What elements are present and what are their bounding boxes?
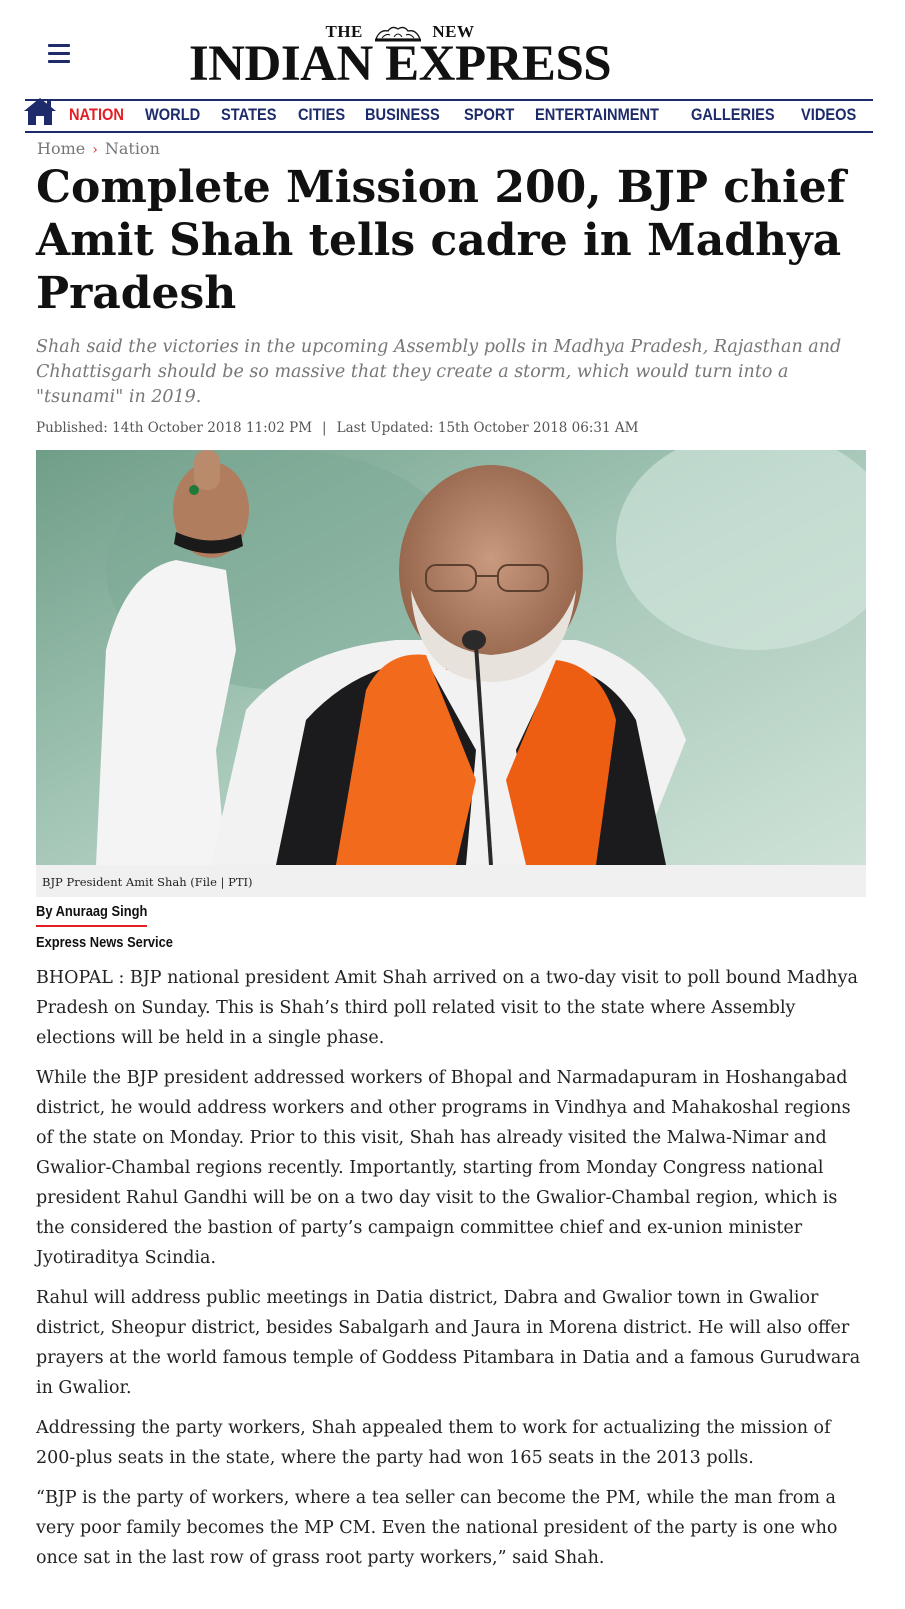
breadcrumb-section[interactable]: Nation — [104, 139, 160, 158]
photo-caption-bar — [36, 865, 866, 897]
breadcrumb — [37, 139, 160, 158]
photo-caption: BJP President Amit Shah (File | PTI) — [42, 875, 253, 889]
site-header — [0, 0, 905, 100]
nav-item-world[interactable]: WORLD — [145, 105, 201, 124]
logo-wordmark: INDIAN EXPRESS — [188, 36, 612, 93]
main-nav — [25, 99, 873, 133]
article-title: Complete Mission 200, BJP chief Amit Shah tells cadre in Madhya Pradesh — [36, 162, 846, 319]
breadcrumb-home[interactable]: Home — [37, 139, 86, 158]
article-paragraph: “BJP is the party of workers, where a tea seller can become the PM, while the man from a very poor family becomes the MP CM. Even the national president of the party is one who once sat in the last row of grass root party workers,” said Shah. — [36, 1488, 838, 1568]
nav-item-videos[interactable]: VIDEOS — [800, 105, 856, 124]
breadcrumb-separator: › — [92, 142, 98, 158]
nav-item-galleries[interactable]: GALLERIES — [691, 105, 775, 124]
article-paragraph: Rahul will address public meetings in Datia district, Dabra and Gwalior town in Gwalior district, Sheopur district, besides Sabalgarh and Jaura in Morena district. He will also offer prayers at the world famous temple of Goddess Pitambara in Datia and a famous Gurudwara in Gwalior. — [36, 1288, 861, 1398]
article-paragraph: While the BJP president addressed workers of Bhopal and Narmadapuram in Hoshangabad district, he would address workers and other programs in Vindhya and Mahakoshal regions of the state on Monday. Prior to this visit, Shah has already visited the Malwa-Nimar and Gwalior-Chambal regions recently. Importantly, starting from Monday Congress national president Rahul Gandhi will be on a two day visit to the Gwalior-Chambal region, which is the considered the bastion of party’s campaign committee chief and ex-union minister Jyotiraditya Scindia. — [36, 1068, 851, 1268]
nav-items — [69, 105, 865, 125]
photo-illustration — [36, 450, 866, 865]
nav-item-cities[interactable]: CITIES — [298, 105, 346, 124]
publish-info — [36, 420, 638, 436]
article-summary: Shah said the victories in the upcoming Assembly polls in Madhya Pradesh, Rajasthan and Chhattisgarh should be so massive that they create a storm, which would turn into a "tsunami" in 2019. — [36, 337, 842, 407]
published-date: Published: 14th October 2018 11:02 PM — [36, 420, 313, 436]
site-logo[interactable] — [160, 22, 640, 93]
home-icon[interactable] — [22, 95, 58, 127]
hamburger-icon[interactable] — [48, 44, 70, 62]
nav-item-sport[interactable]: SPORT — [464, 105, 515, 124]
article-photo[interactable] — [36, 450, 866, 865]
article-body — [36, 963, 868, 1583]
news-service: Express News Service — [36, 934, 173, 951]
nav-item-business[interactable]: BUSINESS — [365, 105, 440, 124]
author-byline[interactable]: By Anuraag Singh — [36, 903, 147, 927]
nav-item-nation[interactable]: NATION — [69, 105, 124, 124]
article-paragraph: Addressing the party workers, Shah appealed them to work for actualizing the mission of 200-plus seats in the state, where the party had won 165 seats in the 2013 polls. — [36, 1418, 831, 1468]
article-paragraph: BHOPAL : BJP national president Amit Shah arrived on a two-day visit to poll bound Madhya Pradesh on Sunday. This is Shah’s third poll related visit to the state where Assembly elections will be held in a single phase. — [36, 968, 858, 1048]
updated-date: Last Updated: 15th October 2018 06:31 AM — [336, 420, 639, 436]
nav-item-states[interactable]: STATES — [221, 105, 277, 124]
logo-word-the: THE — [325, 22, 363, 41]
nav-item-entertainment[interactable]: ENTERTAINMENT — [534, 105, 659, 124]
date-divider: | — [322, 420, 327, 436]
logo-word-new: NEW — [432, 22, 475, 41]
